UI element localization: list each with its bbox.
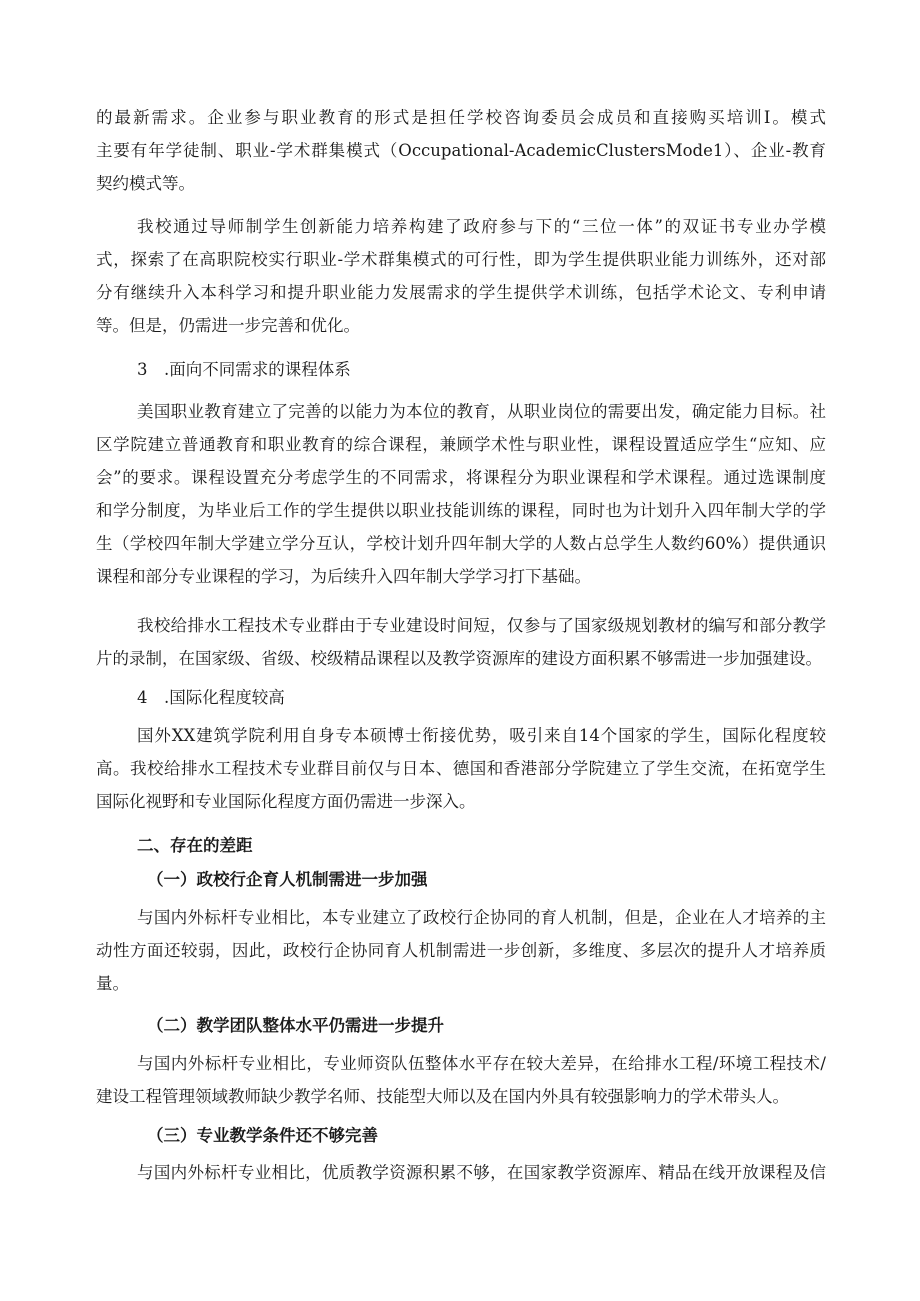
text-line: 分有继续升入本科学习和提升职业能力发展需求的学生提供学术训练，包括学术论文、专利申请 xyxy=(96,283,826,302)
text-line: 动性方面还较弱，因此，政校行企协同育人机制需进一步创新，多维度、多层次的提升人才培养质 xyxy=(96,941,826,960)
text-line: 与国内外标杆专业相比，优质教学资源积累不够，在国家教学资源库、精品在线开放课程及信 xyxy=(137,1163,826,1182)
text-line: 量。 xyxy=(96,974,129,993)
text-line: 区学院建立普通教育和职业教育的综合课程，兼顾学术性与职业性，课程设置适应学生“应知、应 xyxy=(96,435,826,454)
text-line: 国外XX建筑学院利用自身专本硕博士衔接优势，吸引来自14个国家的学生，国际化程度较 xyxy=(137,726,826,745)
subheading-teaching-conditions xyxy=(96,1119,826,1152)
text-line: 的最新需求。企业参与职业教育的形式是担任学校咨询委员会成员和直接购买培训Ⅰ。模式 xyxy=(96,108,826,127)
text-line: 契约模式等。 xyxy=(96,174,195,193)
text-line: 与国内外标杆专业相比，本专业建立了政校行企协同的育人机制，但是，企业在人才培养的主 xyxy=(137,908,826,927)
section-heading-internationalization xyxy=(96,681,826,714)
paragraph-foreign-model xyxy=(96,101,826,200)
section-heading-gaps xyxy=(96,829,826,862)
text-line: 二、存在的差距 xyxy=(137,836,253,855)
paragraph-teaching-conditions xyxy=(96,1156,826,1189)
text-line: 3 .面向不同需求的课程体系 xyxy=(137,360,351,379)
text-line: 片的录制，在国家级、省级、校级精品课程以及教学资源库的建设方面积累不够需进一步加强建设。 xyxy=(96,649,822,668)
text-line: （二）教学团队整体水平仍需进一步提升 xyxy=(147,1016,444,1035)
text-line: （一）政校行企育人机制需进一步加强 xyxy=(147,870,428,889)
paragraph-us-curriculum xyxy=(96,395,826,593)
text-line: 式，探索了在高职院校实行职业-学术群集模式的可行性，即为学生提供职业能力训练外，还对部 xyxy=(96,250,826,269)
text-line: 与国内外标杆专业相比，专业师资队伍整体水平存在较大差异，在给排水工程/环境工程技术/ xyxy=(137,1054,826,1073)
paragraph-teaching-team xyxy=(96,1047,826,1113)
text-line: 我校通过导师制学生创新能力培养构建了政府参与下的“三位一体”的双证书专业办学模 xyxy=(137,217,826,236)
text-line: 等。但是，仍需进一步完善和优化。 xyxy=(96,316,360,335)
text-line: 建设工程管理领域教师缺少教学名师、技能型大师以及在国内外具有较强影响力的学术带头人。 xyxy=(96,1087,789,1106)
text-line: 课程和部分专业课程的学习，为后续升入四年制大学学习打下基础。 xyxy=(96,567,591,586)
paragraph-our-curriculum xyxy=(96,609,826,675)
text-line: 4 .国际化程度较高 xyxy=(137,688,285,707)
subheading-teaching-team xyxy=(96,1009,826,1042)
paragraph-mechanism xyxy=(96,901,826,1000)
text-line: 我校给排水工程技术专业群由于专业建设时间短，仅参与了国家级规划教材的编写和部分教学 xyxy=(137,616,826,635)
text-line: 主要有年学徒制、职业-学术群集模式（Occupational-AcademicClustersMode1）、企业-教育 xyxy=(96,141,826,160)
text-line: 会”的要求。课程设置充分考虑学生的不同需求，将课程分为职业课程和学术课程。通过选课制度 xyxy=(96,468,826,487)
text-line: 高。我校给排水工程技术专业群目前仅与日本、德国和香港部分学院建立了学生交流，在拓宽学生 xyxy=(96,759,826,778)
text-line: （三）专业教学条件还不够完善 xyxy=(147,1126,378,1145)
section-heading-curriculum xyxy=(96,353,826,386)
paragraph-internationalization xyxy=(96,719,826,818)
paragraph-our-school-model xyxy=(96,210,826,342)
text-line: 国际化视野和专业国际化程度方面仍需进一步深入。 xyxy=(96,792,476,811)
text-line: 生（学校四年制大学建立学分互认，学校计划升四年制大学的人数占总学生人数约60%）提供通识 xyxy=(96,534,826,553)
text-line: 美国职业教育建立了完善的以能力为本位的教育，从职业岗位的需要出发，确定能力目标。社 xyxy=(137,402,826,421)
text-line: 和学分制度，为毕业后工作的学生提供以职业技能训练的课程，同时也为计划升入四年制大学的学 xyxy=(96,501,826,520)
subheading-mechanism xyxy=(96,863,826,896)
